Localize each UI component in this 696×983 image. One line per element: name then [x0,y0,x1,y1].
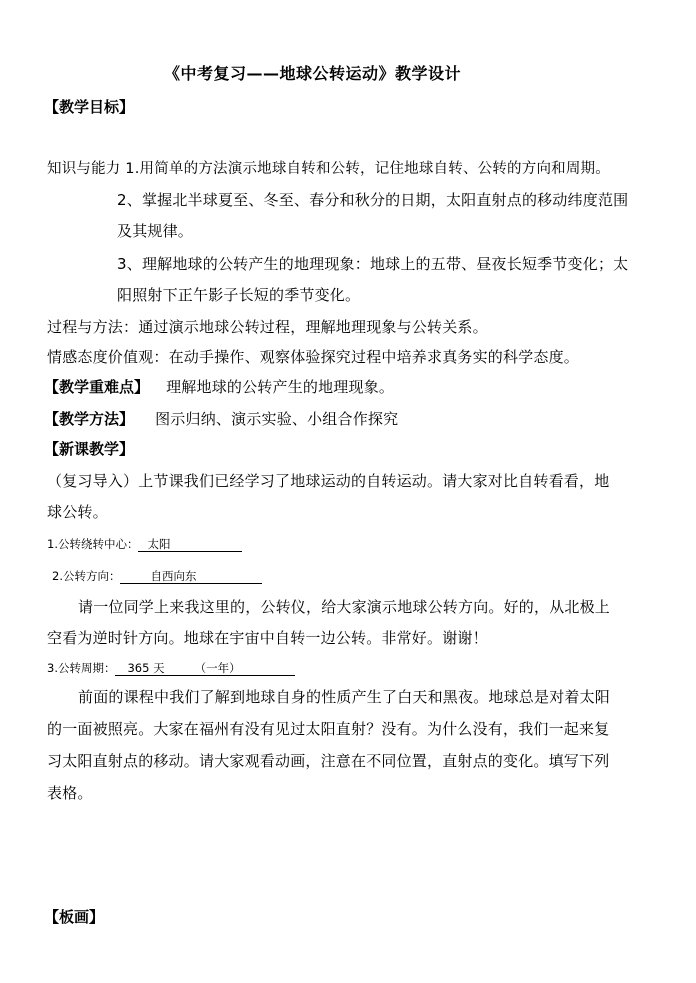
page-title: 《中考复习——地球公转运动》教学设计 [164,64,462,83]
goal-2-line-2: 及其规律。 [117,222,194,240]
attitude-values: 情感态度价值观：在动手操作、观察体验探究过程中培养求真务实的科学态度。 [47,348,580,366]
paragraph-1-line-2: 空看为逆时针方向。地球在宇宙中自转一边公转。非常好。谢谢！ [47,629,488,647]
goal-3-line-1: 3、理解地球的公转产生的地理现象：地球上的五带、昼夜长短季节变化；太 [117,255,629,273]
intro-line-1: （复习导入）上节课我们已经学习了地球运动的自转运动。请大家对比自转看看，地 [47,472,610,490]
methods-row [44,408,398,429]
paragraph-2-line-3: 习太阳直射点的移动。请大家观看动画，注意在不同位置，直射点的变化。填写下列 [47,752,610,770]
question-direction-answer: 自西向东 [120,570,262,584]
paragraph-1-line-1: 请一位同学上来我这里的，公转仪，给大家演示地球公转方向。好的，从北极上 [78,598,611,616]
intro-line-2: 球公转。 [47,503,108,521]
paragraph-2-line-1: 前面的课程中我们了解到地球自身的性质产生了白天和黑夜。地球总是对着太阳 [78,688,611,706]
board-heading: 【板画】 [44,908,105,926]
goal-2-line-1: 2、掌握北半球夏至、冬至、春分和秋分的日期，太阳直射点的移动纬度范围 [117,191,629,209]
paragraph-2-line-2: 的一面被照亮。大家在福州有没有见过太阳直射？没有。为什么没有，我们一起来复 [47,720,610,738]
question-center-label: 1.公转绕转中心： [47,537,139,551]
question-period-answer-line [115,662,295,676]
methods-text: 图示归纳、演示实验、小组合作探究 [155,410,399,428]
key-points-text: 理解地球的公转产生的地理现象。 [166,378,395,396]
question-period-label: 3.公转周期： [47,661,116,675]
goal-3-line-2: 阳照射下正午影子长短的季节变化。 [117,286,361,304]
goals-heading: 【教学目标】 [44,98,135,116]
paragraph-2-line-4: 表格。 [47,784,93,802]
question-direction [52,568,262,584]
goal-knowledge: 知识与能力 1.用简单的方法演示地球自转和公转，记住地球自转、公转的方向和周期。 [47,161,610,177]
process-method: 过程与方法：通过演示地球公转过程，理解地理现象与公转关系。 [47,318,488,336]
key-points-heading: 【教学重难点】 [44,378,150,396]
question-period [47,660,295,676]
key-points-row [44,376,394,397]
question-period-note: （一年） [194,661,241,675]
question-direction-label: 2.公转方向： [52,569,121,583]
new-lesson-heading: 【新课教学】 [44,440,135,458]
question-period-answer: 365 天 [127,661,165,675]
methods-heading: 【教学方法】 [44,410,135,428]
question-center-answer: 太阳 [138,538,242,552]
question-center [47,536,242,552]
